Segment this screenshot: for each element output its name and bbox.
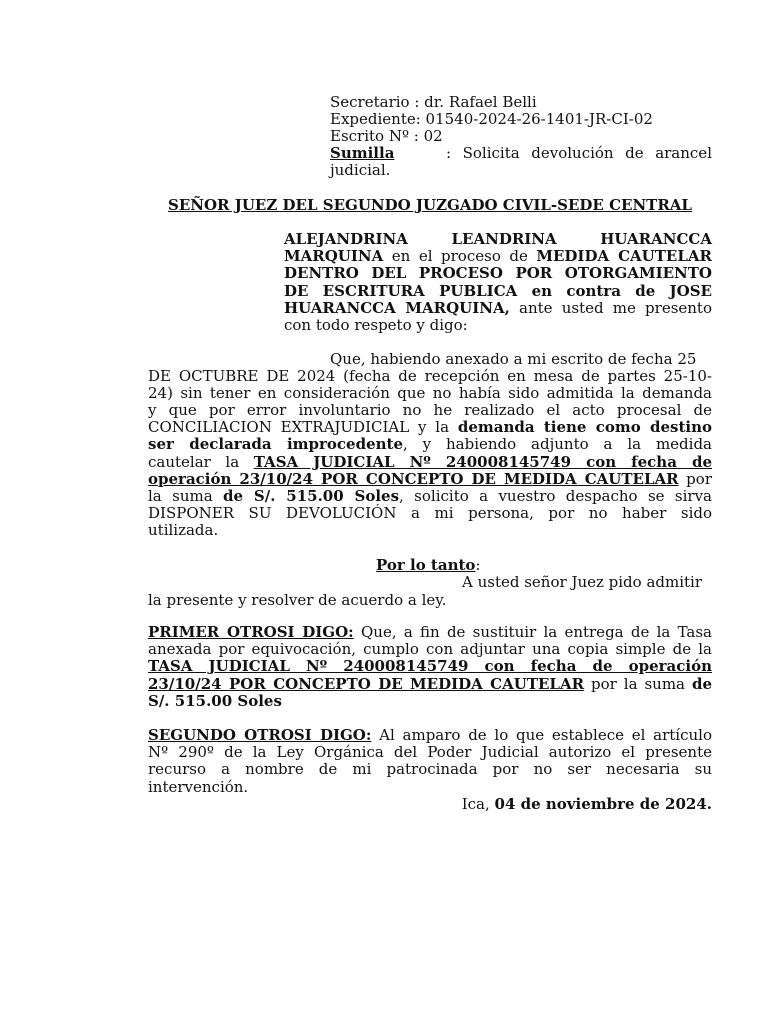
sumilla-text: : Solicita devolución de arancel (446, 144, 712, 162)
secretario-line: Secretario : dr. Rafael Belli (330, 93, 537, 111)
primer-line-2: anexada por equivocación, cumplo con adjuntar una copia simple de la (148, 640, 712, 659)
escrito-line: Escrito Nº : 02 (330, 127, 443, 145)
segundo-line-2: Nº 290º de la Ley Orgánica del Poder Judicial autorizo el presente (148, 743, 712, 762)
tasa-reference: operación 23/10/24 POR CONCEPTO DE MEDIDA CAUTELAR (148, 469, 679, 488)
petitioner-name-part: MARQUINA (284, 247, 384, 266)
sumilla-line (330, 145, 712, 162)
expediente-line: Expediente: 01540-2024-26-1401-JR-CI-02 (330, 110, 653, 128)
segundo-text: Al amparo de lo que establece el artículo (371, 726, 712, 744)
intro-line-2 (284, 248, 712, 265)
body-line-2: DE OCTUBRE DE 2024 (fecha de recepción en mesa de partes 25-10- (148, 367, 712, 386)
body-text: cautelar la (148, 452, 254, 471)
closing-date-line (148, 796, 712, 813)
primer-text: por la suma (584, 674, 692, 693)
body-line-4: y que por error involuntario no he realizado el acto procesal de (148, 401, 712, 420)
intro-line-5 (284, 300, 712, 317)
segundo-line-1 (148, 727, 712, 744)
closing-place: Ica, (461, 795, 495, 813)
body-text: , solicito a vuestro despacho se sirva (399, 486, 712, 505)
body-text: por (678, 469, 712, 488)
segundo-otrosi-paragraph (148, 727, 712, 796)
case-header (330, 94, 712, 179)
body-emphasis: demanda tiene como destino (457, 418, 712, 437)
body-line-5 (148, 419, 712, 436)
body-line-6 (148, 436, 712, 453)
body-line-9 (148, 488, 712, 505)
petitioner-name-part: ALEJANDRINA (284, 230, 408, 248)
body-line-7 (148, 454, 712, 471)
por-lo-tanto-line-1: A usted señor Juez pido admitir (462, 573, 703, 591)
addressee-heading: SEÑOR JUEZ DEL SEGUNDO JUZGADO CIVIL-SEDE CENTRAL (168, 196, 692, 214)
closing-date: 04 de noviembre de 2024. (494, 795, 712, 813)
body-text: , y habiendo adjunto a la medida (403, 435, 712, 454)
intro-text: ante usted me presento (509, 298, 712, 317)
body-line-3: 24) sin tener en consideración que no había sido admitida la demanda (148, 384, 712, 403)
tasa-reference: TASA JUDICIAL Nº 240008145749 con fecha de (253, 452, 712, 471)
sumilla-text-continued: judicial. (330, 161, 391, 179)
por-lo-tanto-heading (376, 556, 480, 574)
petitioner-name-part: HUARANCCA (600, 230, 712, 248)
intro-line-1 (284, 231, 712, 248)
process-type: MEDIDA CAUTELAR (536, 247, 712, 266)
intro-line-4: DE ESCRITURA PUBLICA en contra de JOSE (284, 281, 712, 300)
por-lo-tanto-colon: : (475, 556, 481, 574)
intro-line-6: con todo respeto y digo: (284, 316, 468, 335)
por-lo-tanto-label: Por lo tanto (376, 556, 476, 574)
body-text: CONCILIACION EXTRAJUDICIAL y la (148, 418, 458, 437)
sumilla-label: Sumilla (330, 144, 395, 162)
intro-paragraph (284, 231, 712, 334)
body-line-1: Que, habiendo anexado a mi escrito de fecha 25 (330, 350, 697, 368)
primer-line-5: S/. 515.00 Soles (148, 691, 282, 710)
main-petition-paragraph (148, 351, 712, 539)
body-line-8 (148, 471, 712, 488)
segundo-line-4: intervención. (148, 777, 249, 796)
body-line-11: utilizada. (148, 520, 219, 539)
por-lo-tanto-line-2: la presente y resolver de acuerdo a ley. (148, 591, 447, 609)
body-text: la suma (148, 486, 224, 505)
petitioner-name-part: LEANDRINA (451, 230, 557, 248)
primer-otrosi-label: PRIMER OTROSI DIGO: (148, 623, 354, 641)
body-emphasis: ser declarada improcedente (148, 435, 404, 454)
primer-otrosi-paragraph (148, 624, 712, 710)
amount: de S/. 515.00 Soles (223, 486, 400, 505)
primer-line-1 (148, 624, 712, 641)
primer-line-4 (148, 676, 712, 693)
tasa-reference: 23/10/24 POR CONCEPTO DE MEDIDA CAUTELAR (148, 674, 585, 693)
intro-line-3: DENTRO DEL PROCESO POR OTORGAMIENTO (284, 264, 712, 283)
segundo-line-3: recurso a nombre de mi patrocinada por no ser necesaria su (148, 760, 712, 779)
primer-text: Que, a fin de sustituir la entrega de la Tasa (353, 623, 713, 641)
amount: de (691, 674, 713, 693)
segundo-otrosi-label: SEGUNDO OTROSI DIGO: (148, 726, 372, 744)
defendant-name: HUARANCCA MARQUINA, (284, 298, 510, 317)
intro-text: en el proceso de (383, 247, 537, 266)
body-line-10: DISPONER SU DEVOLUCIÓN a mi persona, por no haber sido (148, 503, 712, 522)
primer-line-3: TASA JUDICIAL Nº 240008145749 con fecha de operación (148, 657, 712, 676)
